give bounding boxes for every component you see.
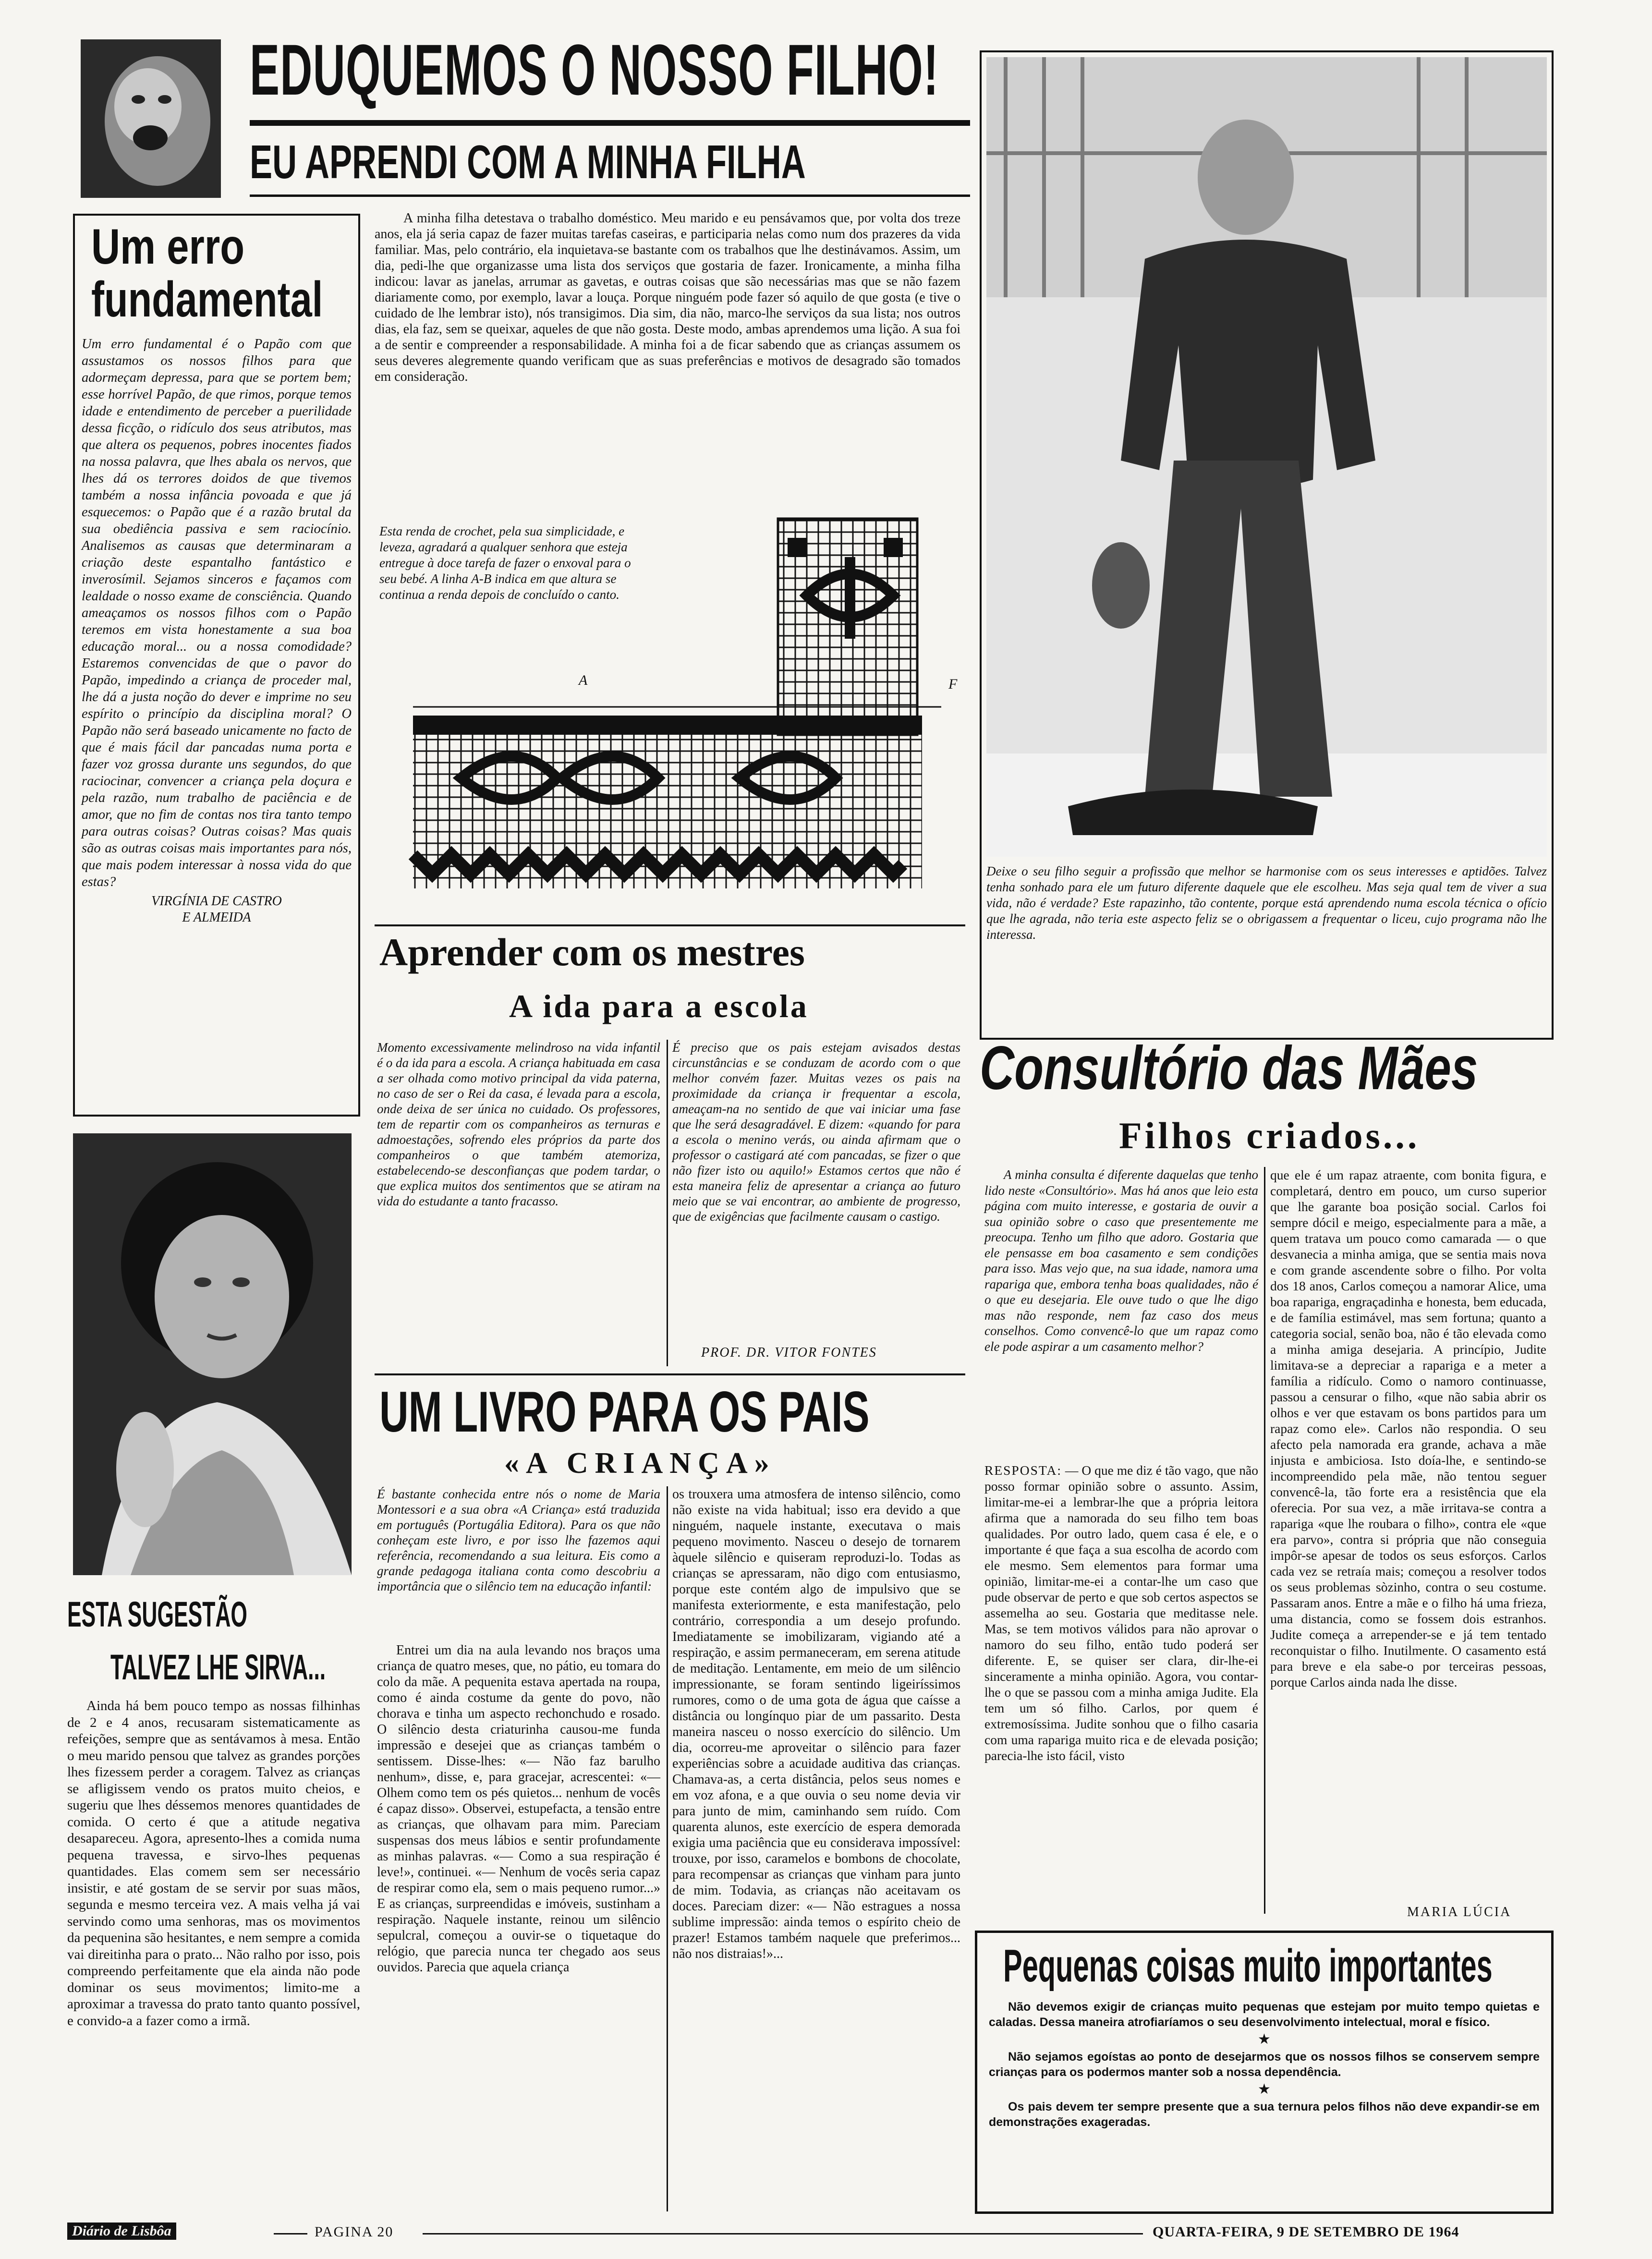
mestres-top-rule bbox=[375, 924, 965, 926]
consultorio-col-rule bbox=[1264, 1167, 1265, 1914]
consultorio-subtitle: Filhos criados... bbox=[1119, 1115, 1420, 1156]
consultorio-answer-col2: que ele é um rapaz atraente, com bonita figura, e completará, dentro em pouco, um curso superior que lhe garante boa posição social. Carlos foi sempre dócil e meigo, especialmente para a mãe, a quem tratava um pouco como camarada — o que desvanecia a minha amiga, que se sentia mais nova e com grande ascendente sobre o filho. Por volta dos 18 anos, Carlos começou a namorar Alice, uma boa rapariga, engraçadinha e honesta, bem educada, e de família estimável, mas sem fortuna; quanto a categoria social, senão boa, não é tão elevada como a minha amiga desejaria. A princípio, Judite limitava-se a depreciar a rapariga e a meter a família a ridículo. Como o namoro continuasse, passou a censurar o filho, «que não sabia abrir os olhos e ver que estavam os bons partidos para um rapaz como ele». Carlos não respondia. O seu afecto pela namorada era grande, achava a mãe injusta e ambiciosa. Isto doía-lhe, e sentindo-se incompreendido pela mãe, não tentou seguer convencê-la, tão forte era a resistência que ela oferecia. Por sua vez, a mãe irritava-se contra a rapariga «que lhe roubara o filho», contra ele «que era parvo», contra si própria que não conseguia impôr-se apesar de todos os seus esforços. Carlos cada vez se retraía mais; começou a resolver todos os seus problemas sòzinho, contra o seu costume. Passaram anos. Entre a mãe e o filho há uma frieza, uma distancia, como se fossem dois estranhos. Judite começa a arrepender-se e já tem tentado reconquistar o filho. Inutilmente. O casamento está para breve e ela sabe-o por terceiras pessoas, porque Carlos ainda nada lhe disse. bbox=[1270, 1167, 1546, 1689]
erro-title-line2: fundamental bbox=[91, 272, 323, 328]
sugestao-title-line2: TALVEZ LHE SIRVA... bbox=[110, 1647, 326, 1687]
page-subtitle: EU APRENDI COM A MINHA FILHA bbox=[250, 135, 806, 188]
erro-box bbox=[73, 214, 360, 1117]
livro-col1: Entrei um dia na aula levando nos braços uma criança de quatro meses, que, no pátio, eu tomara do colo da mãe. A pequenita estava apertada na roupa, como é ainda costume da gente do povo, não chorava e tinha um aspecto rechonchudo e rosado. O silêncio desta criaturinha causou-me funda impressão e desejei que as crianças também o sentissem. Disse-lhes: «— Não faz barulho nenhum», disse, e, para gracejar, acrescentei: «— Olhem como tem os pés quietos... nenhum de vocês é capaz disso». Observei, estupefacta, a tensão entre as crianças, que olhavam para mim. Pareciam suspensas dos meus lábios e sentir profundamente as minhas palavras. «— Como a sua respiração é leve!», continuei. «— Nenhum de vocês seria capaz de respirar como ela, sem o mais pequeno rumor...» E as crianças, surpreendidas e imóveis, sustinham a respiração. Naquele instante, reinou um silêncio sepulcral, começou a ouvir-se o tiquetaque do relógio, que parecia nunca ter chegado aos seus ouvidos. Parecia que aquela criança bbox=[377, 1643, 660, 1975]
pequenas-item-1: Não devemos exigir de crianças muito pequenas que estejam por muito tempo quietas e caladas. Dessa maneira atrofiaríamos o seu desenvolvimento intelectual, moral e físico. bbox=[989, 2000, 1540, 2029]
livro-title: UM LIVRO PARA OS PAIS bbox=[379, 1380, 870, 1444]
livro-intro: É bastante conhecida entre nós o nome de Maria Montessori e a sua obra «A Criança» está traduzida em português (Portugália Editora). Para os que não conheçam este livro, e por isso lhe fazemos aqui referência, recomendando a sua leitura. Eis como a grande pedagoga italiana conta como descobriu a importância que o silêncio tem na educação infantil: bbox=[377, 1487, 660, 1593]
consultorio-letter: A minha consulta é diferente daquelas que tenho lido neste «Consultório». Mas há anos que leio esta página com muito interesse, e gostaria de ouvir a sua opinião sobre o caso que presentemente me preocupa. Tenho um filho que adoro. Gostaria que ele pensasse em boa casamento e sem condições para isso. Mas vejo que, na sua idade, namora uma rapariga que, embora tenha boas qualidades, não é o que eu desejaria. Ele ouve tudo o que lhe digo mas não responde, nem faz caso dos meus conselhos. Como convencê-lo que um rapaz como ele pode aspirar a um casamento melhor? bbox=[984, 1167, 1258, 1354]
pequenas-star-2: ★ bbox=[1258, 2081, 1271, 2097]
mestres-col2: É preciso que os pais estejam avisados destas circunstâncias e se conduzam de acordo com o que melhor convém fazer. Muitas vezes os pais na proximidade da criança ir frequentar a escola, ameaçam-na no sentido de que vai iniciar uma fase que lhe será desagradável. E dizem: «quando for para a escola o menino verás, ou ainda afirmam que o professor o castigará até com pancadas, se fizer o que não fizer isto ou aquilo!» Estamos certos que não é esta maneira feliz de apresentar a criança ao futuro meio que se vai encontrar, ao ambiente de progresso, que de exigências que facilmente causam o castigo. bbox=[672, 1040, 960, 1224]
livro-col2: os trouxera uma atmosfera de intenso silêncio, como não existe na vida habitual; isso era devido a que ninguém, naquele instante, executava o mais pequeno movimento. Nasceu o desejo de tornarem àquele silêncio e quiseram reproduzi-lo. Todas as crianças se apressaram, não digo com entusiasmo, porque este contém algo de impulsivo que se manifesta exteriormente, e esta manifestação, pelo contrário, correspondia a um desejo profundo. Imediatamente se imobilizaram, vigiando até a respiração, e assim permaneceram, em serena atitude de meditação. Lentamente, em meio de um silêncio impressionante, se foram sentindo ligeiríssimos rumores, como o de uma gota de água que caísse a distância ou longínquo piar de um passarito. Desta maneira nasceu o nosso exercício do silêncio. Um dia, ocorreu-me aproveitar o silêncio para fazer experiências sobre a acuidade auditiva das crianças. Chamava-as, a certa distância, pelos seus nomes e em voz afona, e a que ouvia o seu nome devia vir para junto de mim, caminhando sem ruído. Com quarenta alunos, este exercício de espera demorada exigia uma paciência que eu considerava impossível: trouxe, por isso, caramelos e bombons de chocolate, para recompensar as crianças que vinham para junto de mim. Todavia, as crianças não aceitavam os doces. Pareciam dizer: «— Não estragues a nossa sublime impressão: ainda temos o espírito cheio de prazer! Estamos também naquele que preferimos... não nos distraias!»... bbox=[672, 1487, 960, 1961]
livro-col-rule bbox=[667, 1486, 668, 2211]
livro-top-rule bbox=[375, 1373, 965, 1375]
mestres-author: PROF. DR. VITOR FONTES bbox=[701, 1345, 877, 1360]
page-title: EDUQUEMOS O NOSSO FILHO! bbox=[250, 29, 939, 110]
erro-signature-1: VIRGÍNIA DE CASTRO bbox=[151, 894, 282, 909]
consultorio-answer-col1: — O que me diz é tão vago, que não posso formar opinião sobre o assunto. Assim, limitar-me-ei a lembrar-lhe que a própria leitora afirma que a namorada do seu filho tem boas qualidades. Por outro lado, quem casa é ele, e o importante é que faça a sua escolha de acordo com ele mesmo. Sem elementos para formar uma opinião, limitar-me-ei a contar-lhe um caso que pude observar de perto e que sob certos aspectos se assemelha ao seu. Gostaria que meditasse nele. Mas, se tem motivos válidos para não aprovar o namoro do seu filho, então tudo poderá ser diferente. E, se quiser ser clara, dir-lhe-ei sinceramente a minha opinião. Agora, vou contar-lhe o que se passou com a minha amiga Judite. Ela tem um só filho. Carlos, por quem é extremosíssima. Judite sonhou que o filho casaria com uma rapariga muito rica e de elevada posição; parecia-lhe isto fácil, visto bbox=[984, 1463, 1258, 1763]
consultorio-signature: MARIA LÚCIA bbox=[1407, 1905, 1512, 1919]
crochet-caption: Esta renda de crochet, pela sua simplicidade, e leveza, agradará a qualquer senhora que esteja entregue à doce tarefa de fazer o enxoval para o seu bebé. A linha A-B indica em que altura se continua a renda depois de concluído o canto. bbox=[379, 524, 631, 602]
footer-date: QUARTA-FEIRA, 9 DE SETEMBRO DE 1964 bbox=[1153, 2224, 1459, 2240]
mother-photo bbox=[73, 1133, 352, 1575]
erro-body: Um erro fundamental é o Papão com que assustamos os nossos filhos para que adormeçam depressa, para que se portem bem; esse horrível Papão, de que rimos, porque temos idade e entendimento de perceber a puerilidade dessa ficção, o ridículo dos seus atributos, mas que altera os pequenos, pobres inocentes fiados na nossa palavra, que lhes abala os nervos, que lhes dá os terrores doidos de que tivemos também a nossa infância povoada e que já esquecemos: o Papão que é a razão brutal da sua obediência passiva e sem raciocínio. Analisemos as causas que determinaram a criação deste espantalho fantástico e inverosímil. Sejamos sinceros e façamos com lealdade o nosso exame de consciência. Quando ameaçamos os nossos filhos com o Papão teremos em vista honestamente a sua boa educação moral... ou a nossa comodidade? Estaremos convencidas de que o pavor do Papão, impedindo a criança de proceder mal, lhe dá a justa noção do dever e imprime no seu espírito o princípio da disciplina moral? O Papão não será baseado unicamente no facto de que é mais fácil dar pancadas numa porta e fazer voz grossa durante uns segundos, do que raciocinar, convencer a criança pela doçura e pela razão, num trabalho de paciência e de amor, que no fim de contas nos tira tanto tempo para outras coisas? Outras coisas? Mas quais são as outras coisas mais importantes para nós, que mais podem interessar à nossa vida do que estas? bbox=[82, 337, 352, 889]
erro-title-line1: Um erro bbox=[91, 219, 245, 275]
boy-photo-caption: Deixe o seu filho seguir a profissão que melhor se harmonise com os seus interesses e aptidões. Talvez tenha sonhado para ele um futuro diferente daquele que ele escolheu. Mas seja qual tem de viver a sua vida, não é verdade? Este rapazinho, tão contente, porque está aprendendo numa escola técnica o ofício que lhe agrada, não teria este aspecto feliz se o obrigassem a frequentar o liceu, cujo programa não lhe interessa. bbox=[986, 864, 1547, 942]
title-rule bbox=[250, 120, 970, 126]
pequenas-item-3: Os pais devem ter sempre presente que a sua ternura pelos filhos não deve expandir-se em demonstrações exageradas. bbox=[989, 2100, 1540, 2129]
baby-photo bbox=[81, 39, 221, 198]
erro-signature-2: E ALMEIDA bbox=[182, 910, 251, 925]
footer-masthead: Diário de Lisbôa bbox=[67, 2223, 176, 2240]
pequenas-box bbox=[975, 1931, 1554, 2214]
mestres-title: Aprender com os mestres bbox=[379, 930, 805, 974]
crochet-label-a: A bbox=[579, 672, 588, 688]
consultorio-answer-label: RESPOSTA: bbox=[984, 1463, 1062, 1478]
footer-rule-mid bbox=[423, 2233, 1143, 2235]
footer-page: PAGINA 20 bbox=[315, 2224, 394, 2240]
boy-photo-frame bbox=[980, 50, 1554, 1040]
crochet-label-f: F bbox=[948, 676, 958, 692]
pequenas-item-2: Não sejamos egoístas ao ponto de desejarmos que os nossos filhos se conservem sempre crianças para os podermos manter sob a nossa dependência. bbox=[989, 2050, 1540, 2079]
consultorio-answer bbox=[984, 1462, 1258, 1928]
sugestao-body: Ainda há bem pouco tempo as nossas filhinhas de 2 e 4 anos, recusaram sistematicamente as refeições, sempre que as sentávamos à mesa. Então o meu marido pensou que talvez as grandes porções lhes fizessem perder a coragem. Talvez as crianças se afligissem vendo os pratos muito cheios, e sugeriu que lhes déssemos menores quantidades de comida. O certo é que a atitude negativa desapareceu. Agora, apresento-lhes a comida numa pequena travessa, e sirvo-lhes pequenas quantidades. Elas comem sem ser necessário insistir, e até gostam de se servir por suas mãos, segunda e mesmo terceira vez. A mais velha já vai servindo como uma senhoras, mas os movimentos da pequenina são hesitantes, e nem sempre a comida vai direitinha para o prato... Não ralho por isso, pois compreendo perfeitamente que ela ainda não pode dominar os seus movimentos; limito-me a aproximar a travessa do prato tanto quanto possível, e convido-a a fazer como a irmã. bbox=[67, 1698, 360, 2028]
footer-rule-left bbox=[274, 2233, 307, 2235]
mestres-col-rule bbox=[667, 1040, 668, 1366]
boy-photo bbox=[986, 57, 1547, 857]
pequenas-title: Pequenas coisas muito importantes bbox=[1003, 1940, 1493, 1992]
mestres-col1: Momento excessivamente melindroso na vida infantil é o da ida para a escola. A criança habituada em casa a ser olhada como motivo principal da vida paterna, no caso de ser o Rei da casa, é levada para a escola, onde deixa de ser única no cuidado. Os professores, tem de repartir com os companheiros as ternuras e admoestações, sofrendo eles próprios da parte dos companheiros o que também atemoriza, estabelecendo-se desconfianças que podem tardar, o que explica muitos dos sentimentos que se atiram na vida do estudante a tanto fracasso. bbox=[377, 1040, 660, 1208]
crochet-pattern bbox=[403, 509, 965, 917]
sugestao-title-line1: ESTA SUGESTÃO bbox=[67, 1594, 247, 1634]
mestres-subtitle: A ida para a escola bbox=[509, 988, 809, 1024]
pequenas-star-1: ★ bbox=[1258, 2031, 1271, 2047]
consultorio-title: Consultório das Mães bbox=[980, 1034, 1478, 1103]
subtitle-rule bbox=[250, 194, 970, 197]
livro-subtitle: «A CRIANÇA» bbox=[504, 1447, 776, 1480]
filha-article: A minha filha detestava o trabalho doméstico. Meu marido e eu pensávamos que, por volta dos treze anos, ela já seria capaz de fazer muitas tarefas caseiras, e participaria nelas como num dos prazeres da vida familiar. Mas, pelo contrário, ela inquietava-se bastante com os trabalhos que lhe destinávamos. Assim, um dia, pedi-lhe que organizasse uma lista dos serviços que gostaria de fazer. Ironicamente, a minha filha indicou: lavar as janelas, arrumar as gavetas, e outras coisas que são necessárias mas que se não fazem diariamente como, por exemplo, lavar a louça. Porque ninguém pode fazer só aquilo de que gosta (e tive o cuidado de lhe lembrar isto), nós transigimos. Dia sim, dia não, marco-lhe serviços da sua lista; nos outros dias, ela faz, sem se queixar, aqueles de que não gosta. Deste modo, ambas aprendemos uma lição. A sua foi a de sentir e compreender a responsabilidade. A minha foi a de ficar sabendo que as crianças assumem os seus deveres alegremente quando verificam que as suas preferências e motivos de desagrado são tomados em consideração. bbox=[375, 211, 960, 384]
